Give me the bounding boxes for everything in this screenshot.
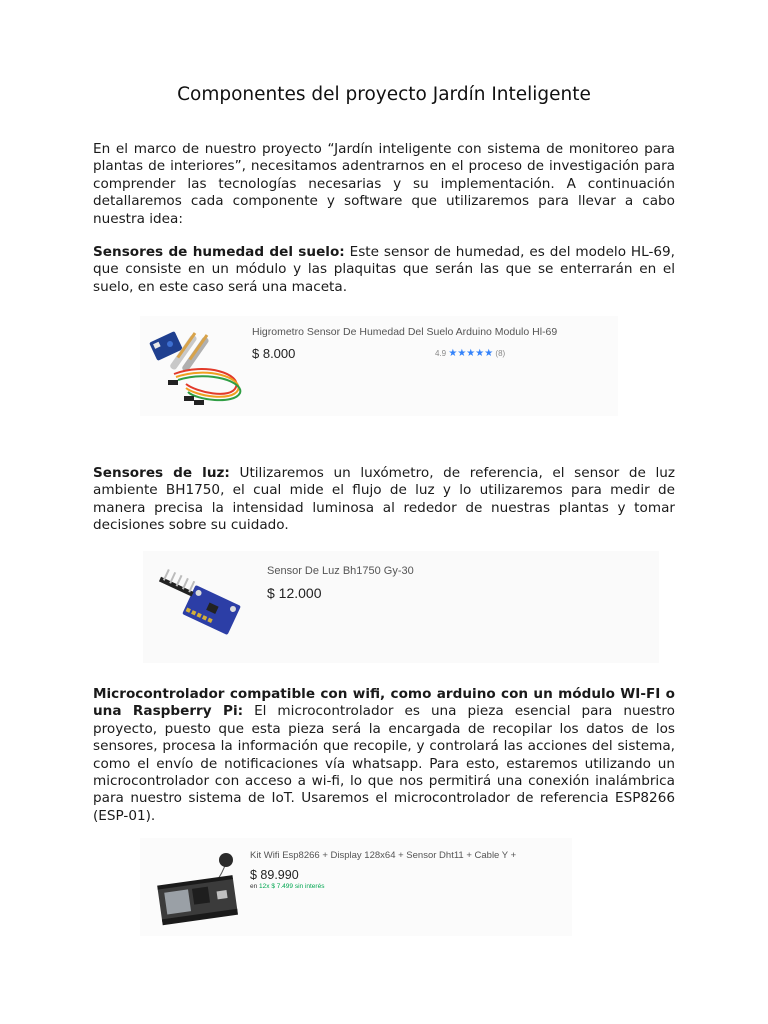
- humidity-sensor-text: Este sensor de humedad, es del modelo HL-69, que consiste en un módulo y las plaquitas que serán las que se enterrarán en el suelo, en este caso será una maceta.: [93, 244, 675, 295]
- star-rating-icon: ★★★★★: [448, 348, 494, 359]
- installments-value: 12x $ 7.499 sin interés: [259, 883, 325, 890]
- microcontroller-text: El microcontrolador es una pieza esencial para nuestro proyecto, puesto que esta pieza será la encargada de recopilar los datos de los sensores, procesa la información que recopile, y controlará las acciones del sistema, como el envío de notificaciones vía whatsapp. Para esto, estaremos utilizando un microcontrolador con acceso a wi-fi, lo que nos permitirá una conexión inalámbrica para nuestro sistema de IoT. Usaremos el microcontrolador de referencia ESP8266 (ESP-01).: [93, 703, 675, 824]
- product-card-light-sensor: [143, 551, 659, 663]
- light-sensor-product-image: [153, 569, 253, 649]
- product-price: $ 12.000: [267, 585, 322, 601]
- product-rating: [435, 348, 505, 359]
- product-card-humidity-sensor: [140, 316, 618, 416]
- humidity-sensor-product-image: [146, 322, 246, 410]
- wifi-kit-product-image: [154, 848, 250, 932]
- installments-prefix: en: [250, 883, 258, 890]
- product-price: $ 89.990: [250, 868, 299, 882]
- humidity-sensor-heading: Sensores de humedad del suelo:: [93, 244, 345, 260]
- light-sensor-paragraph: [93, 465, 675, 535]
- product-card-wifi-kit: [140, 838, 572, 936]
- intro-paragraph: En el marco de nuestro proyecto “Jardín inteligente con sistema de monitoreo para plantas de interiores”, necesitamos adentrarnos en el proceso de investigación para comprender las tecnologías necesarias y su implementación. A continuación detallaremos cada componente y software que utilizaremos para llevar a cabo nuestra idea:: [93, 141, 675, 227]
- light-sensor-heading: Sensores de luz:: [93, 465, 230, 481]
- review-count: (8): [495, 349, 506, 358]
- microcontroller-heading: Microcontrolador compatible con wifi, como arduino con un módulo WI-FI o una Raspberry Pi:: [93, 686, 675, 720]
- product-title[interactable]: Sensor De Luz Bh1750 Gy-30: [267, 565, 414, 577]
- rating-value: 4.9: [435, 349, 447, 358]
- microcontroller-paragraph: [93, 686, 675, 825]
- product-price: $ 8.000: [252, 346, 296, 361]
- humidity-sensor-paragraph: [93, 244, 675, 296]
- light-sensor-text: Utilizaremos un luxómetro, de referencia, el sensor de luz ambiente BH1750, el cual mide el flujo de luz y lo utilizaremos para medir de manera precisa la intensidad luminosa al rededor de nuestras plantas y tomar decisiones sobre su cuidado.: [93, 465, 675, 534]
- installments-info: [250, 883, 324, 890]
- product-title[interactable]: Kit Wifi Esp8266 + Display 128x64 + Sensor Dht11 + Cable Y +: [250, 850, 517, 861]
- product-title[interactable]: Higrometro Sensor De Humedad Del Suelo Arduino Modulo Hl-69: [252, 326, 558, 338]
- document-title: Componentes del proyecto Jardín Inteligente: [177, 84, 591, 105]
